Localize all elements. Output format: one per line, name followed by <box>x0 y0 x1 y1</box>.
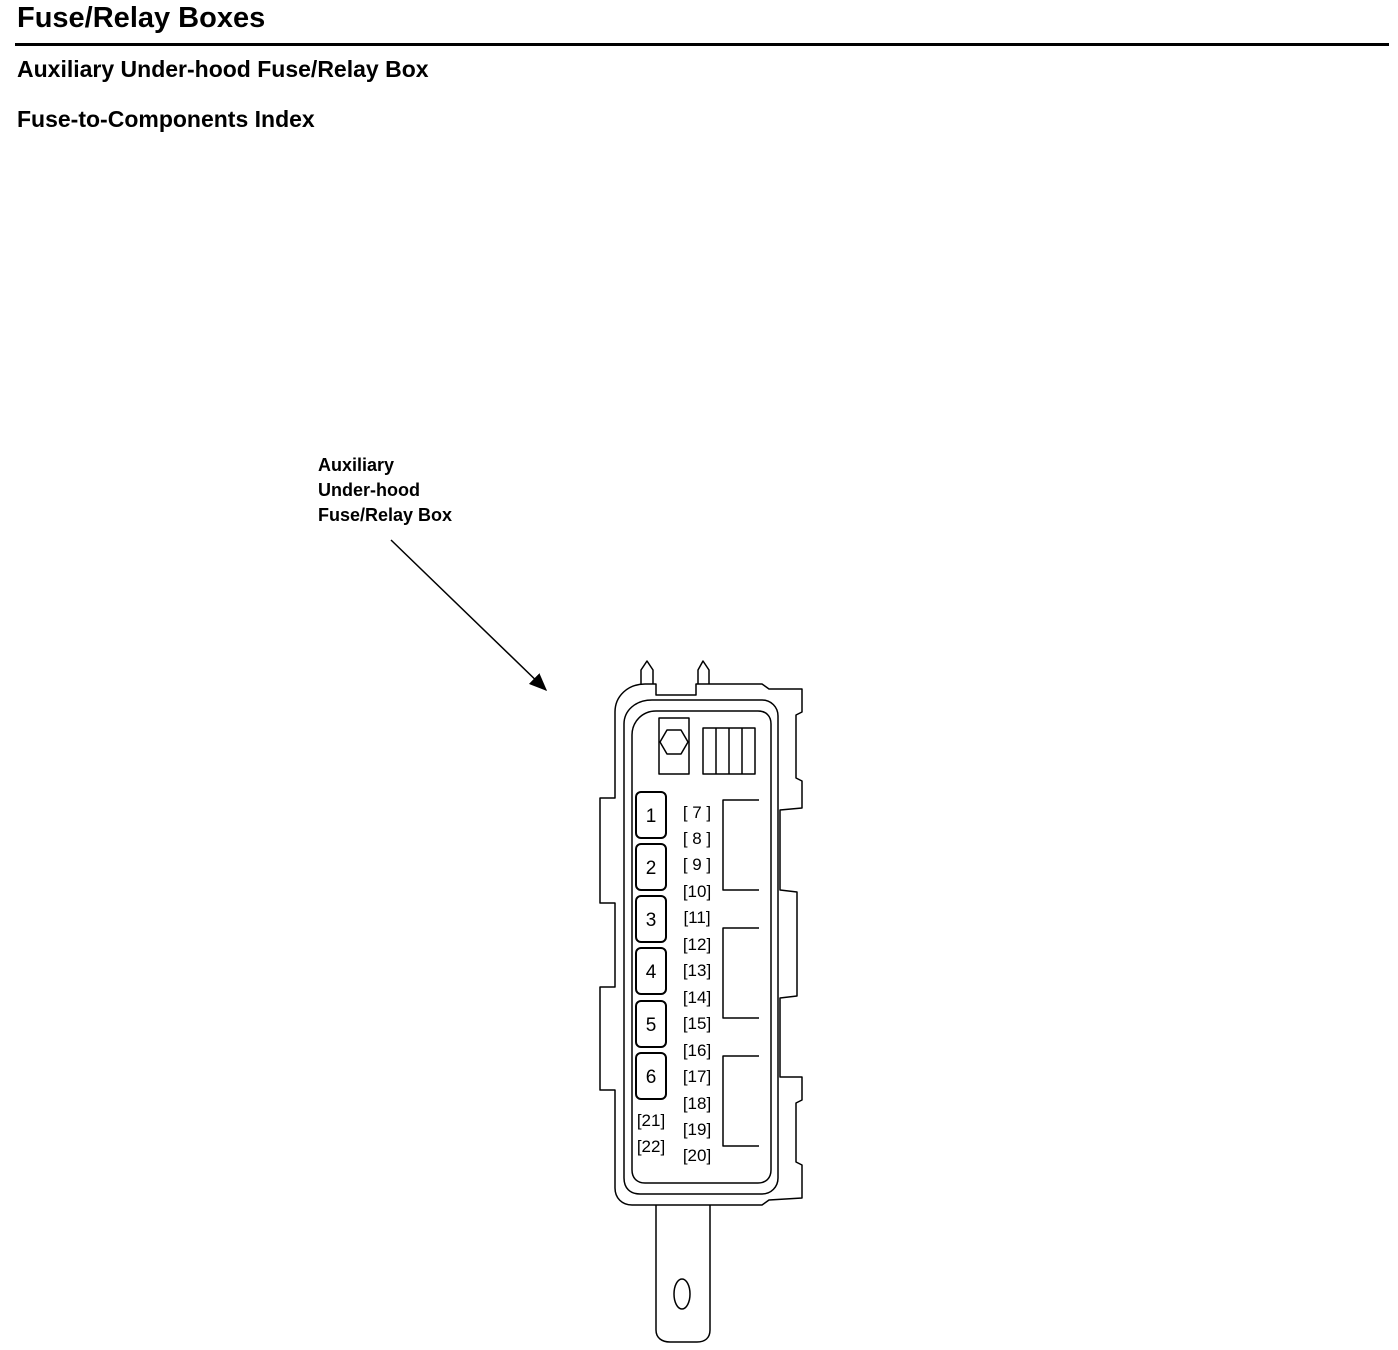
small-fuse-label: [16] <box>682 1041 712 1060</box>
large-fuse <box>636 792 666 838</box>
callout-line-1: Auxiliary <box>318 455 395 475</box>
large-fuse-group <box>636 792 666 1099</box>
small-fuse-label: [11] <box>683 908 711 927</box>
large-fuse-label: 3 <box>645 910 657 931</box>
large-fuse-label: 2 <box>645 858 657 879</box>
large-fuse-label: 1 <box>645 806 657 827</box>
small-fuse-label: [18] <box>682 1094 712 1113</box>
small-fuse-label: [22] <box>636 1137 666 1156</box>
small-fuse-label: [ 8 ] <box>682 829 712 848</box>
large-fuse-label: 4 <box>645 962 657 983</box>
large-fuse <box>636 1001 666 1047</box>
small-fuse-label: [21] <box>636 1111 666 1130</box>
small-fuse-label: [ 9 ] <box>682 855 712 874</box>
large-fuse <box>636 1053 666 1099</box>
large-fuse <box>636 948 666 994</box>
small-fuse-label: [13] <box>682 961 712 980</box>
callout-line-3: Fuse/Relay Box <box>318 505 453 525</box>
callout-arrow <box>391 540 546 690</box>
large-fuse <box>636 844 666 890</box>
small-fuse-column <box>683 803 711 1165</box>
small-fuse-label: [ 7 ] <box>682 803 712 822</box>
section-heading: Fuse-to-Components Index <box>17 106 315 132</box>
small-fuse-label: [14] <box>682 988 712 1007</box>
small-fuse-label: [20] <box>682 1146 712 1165</box>
small-fuse-label: [12] <box>682 935 712 954</box>
small-fuse-left-group <box>637 1111 665 1156</box>
small-fuse-label: [10] <box>682 882 712 901</box>
page-title: Fuse/Relay Boxes <box>17 2 266 34</box>
small-fuse-label: [19] <box>682 1120 712 1139</box>
callout-line-2: Under-hood <box>318 480 420 500</box>
section-subtitle: Auxiliary Under-hood Fuse/Relay Box <box>17 56 429 82</box>
large-fuse-label: 5 <box>645 1015 657 1036</box>
small-fuse-label: [17] <box>682 1067 712 1086</box>
small-fuse-label: [15] <box>682 1014 712 1033</box>
large-fuse-label: 6 <box>645 1067 657 1088</box>
large-fuse <box>636 896 666 942</box>
